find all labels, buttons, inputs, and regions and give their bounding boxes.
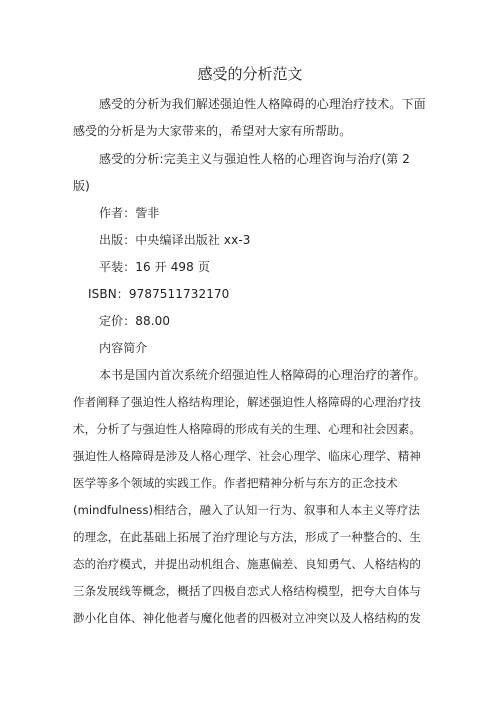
body-line-6: (mindfulness)相结合，融入了认知一行为、叙事和人本主义等疗法 — [73, 503, 420, 517]
body-line-1: 本书是国内首次系统介绍强迫性人格障碍的心理治疗的著作。 — [99, 368, 426, 382]
body-line-4: 强迫性人格障碍是涉及人格心理学、社会心理学、临床心理学、精神 — [73, 449, 421, 463]
format-line: 平装：16 开 498 页 — [99, 260, 210, 274]
body-line-3: 术，分析了与强迫性人格障碍的形成有关的生理、心理和社会因素。 — [73, 422, 421, 436]
body-line-9: 三条发展线等概念，概括了四极自恋式人格结构模型，把夸大自体与 — [73, 584, 421, 598]
price-line: 定价：88.00 — [99, 314, 171, 328]
intro-line-2: 感受的分析是为大家带来的，希望对大家有所帮助。 — [73, 124, 352, 138]
isbn-line: ISBN：9787511732170 — [88, 287, 230, 301]
body-line-5: 医学等多个领域的实践工作。作者把精神分析与东方的正念技术 — [73, 476, 398, 490]
body-line-10: 渺小化自体、神化他者与魔化他者的四极对立冲突以及人格结构的发 — [73, 611, 421, 625]
intro-line-1: 感受的分析为我们解述强迫性人格障碍的心理治疗技术。下面 — [99, 97, 426, 111]
document-title: 感受的分析范文 — [197, 65, 303, 83]
book-title-line-1: 感受的分析:完美主义与强迫性人格的心理咨询与治疗(第 2 — [99, 152, 410, 166]
body-line-8: 态的治疗模式，并提出动机组合、施惠偏差、良知勇气、人格结构的 — [73, 557, 421, 571]
section-heading: 内容简介 — [99, 341, 148, 355]
publisher-line: 出版：中央编译出版社 xx-3 — [99, 233, 251, 247]
author-line: 作者：訾非 — [99, 206, 160, 220]
body-line-2: 作者阐释了强迫性人格结构理论，解述强迫性人格障碍的心理治疗技 — [73, 395, 421, 409]
body-line-7: 的理念，在此基础上拓展了治疗理论与方法，形成了一种整合的、生 — [73, 530, 421, 544]
book-title-line-2: 版) — [73, 179, 90, 193]
